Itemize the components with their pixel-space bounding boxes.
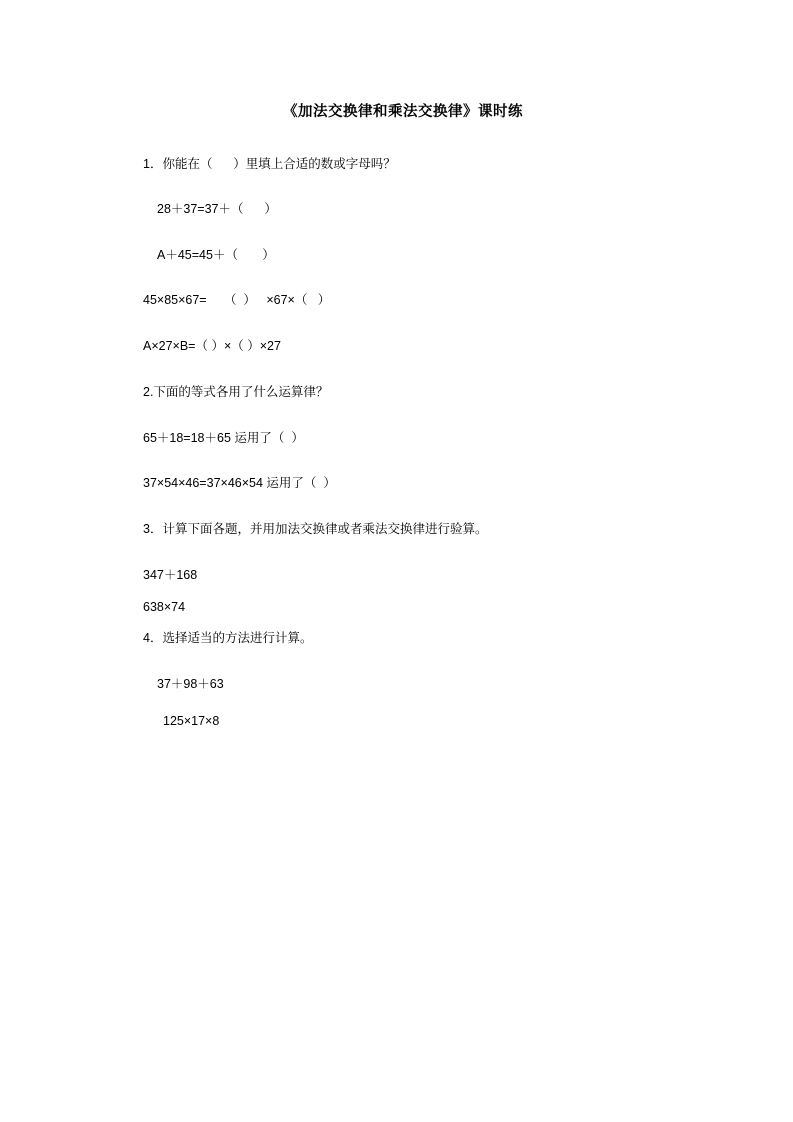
question-1-item-a: 28＋37=37＋（ ） — [157, 201, 277, 216]
question-1-prompt: 1．你能在（ ）里填上合适的数或字母吗？ — [143, 157, 396, 171]
question-3-prompt: 3．计算下面各题，并用加法交换律或者乘法交换律进行验算。 — [143, 522, 488, 536]
question-1-item-d: A×27×B=（ ）×（ ）×27 — [143, 339, 281, 353]
page-title: 《加法交换律和乘法交换律》课时练 — [283, 104, 523, 120]
question-4-item-b: 125×17×8 — [163, 713, 220, 728]
question-1-item-b: A＋45=45＋（ ） — [157, 247, 275, 262]
question-2-item-a: 65＋18=18＋65 运用了（ ） — [143, 430, 304, 445]
question-1-item-c: 45×85×67= （ ） ×67×（ ） — [143, 293, 331, 308]
question-3-item-b: 638×74 — [143, 599, 186, 614]
question-4-item-a: 37＋98＋63 — [157, 677, 224, 691]
question-2-item-b: 37×54×46=37×46×54 运用了（ ） — [143, 476, 336, 491]
question-4-prompt: 4．选择适当的方法进行计算。 — [143, 631, 313, 646]
document-body — [143, 100, 663, 758]
question-3-item-a: 347＋168 — [143, 567, 198, 582]
question-2-prompt: 2.下面的等式各用了什么运算律？ — [143, 384, 329, 399]
